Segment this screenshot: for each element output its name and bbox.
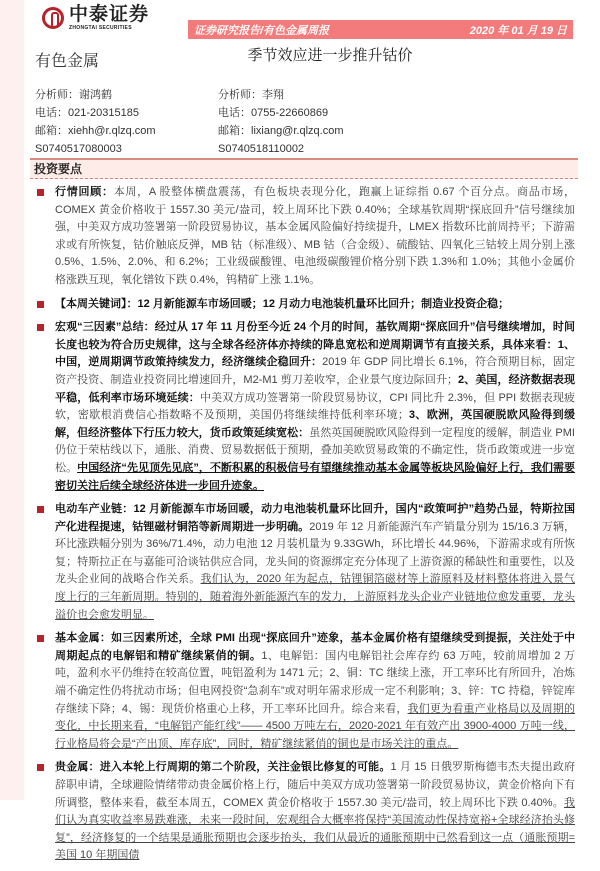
analyst-phone: 电话：0755-22660869 xyxy=(218,107,329,119)
investment-point xyxy=(35,630,575,753)
point-text-segment: 行情回顾： xyxy=(55,186,114,198)
square-bullet-icon xyxy=(37,301,44,308)
analyst-info-1 xyxy=(35,86,156,158)
square-bullet-icon xyxy=(37,189,44,196)
report-title: 季节效应进一步推升钴价 xyxy=(247,47,413,64)
point-text-segment: 2、美国，经济数据表现平稳，低利率市场环境延续： xyxy=(55,373,575,404)
analyst-cert: S0740517080003 xyxy=(35,143,122,155)
point-text-segment: 我们更为看重产业格局以及周期的变化，中长期来看，“电解铝产能红线”—— 4500 万吨左右，2020-2021 年有效产出 3900-4000 万吨一线，行业格局将会是“产出顶、库存底”，同时，精矿继续紧俏的铜也是市场关注的重点。 xyxy=(55,702,575,750)
sector-label: 有色金属 xyxy=(35,53,100,70)
square-bullet-icon xyxy=(37,324,44,331)
analyst-cert: S0740518110002 xyxy=(218,143,305,155)
logo-cn-text: 中泰证券 xyxy=(69,4,150,25)
point-text-segment: 贵金属：进入本轮上行周期的第二个阶段，关注金银比修复的可能。 xyxy=(55,761,391,774)
point-text-segment: 宏观“三因素”总结：经过从 17 年 11 月份至今近 24 个月的时间，基钦周期“探底回升”信号继续增加，时间长度也较为符合历史规律，这与全球各经济体亦持续的降息宽松和逆周期调节有直接关系，具体来看：1、中国，逆周期调节政策持续发力，经济继续企稳回升： xyxy=(55,321,575,369)
point-text-segment: 3、欧洲，英国硬脱欧风险得到缓解，但经济整体下行压力较大，货币政策延续宽松： xyxy=(55,409,575,439)
point-text-segment: 电动车产业链：12 月新能源车市场回暖，动力电池装机量环比回升，国内“政策呵护”趋势凸显，特斯拉国产化进程提速，钴锂磁材铜箔等新周期进一步明确。 xyxy=(55,503,575,533)
point-text-segment: 2019 年 12 月新能源汽车产销量分别为 15/16.3 万辆，环比涨跌幅分别为 36%/71.4%，动力电池 12 月装机量为 9.33GWh，环比增长 44.96%，下游需求或有所恢复；特斯拉正在与嘉能可洽谈钴供应合同，龙头间的资源绑定充分体现了上游资源的稀缺性和重要性，以及龙头企业间的战略合作关系。 xyxy=(55,520,576,586)
analyst-name: 分析师：李翔 xyxy=(218,89,284,101)
point-text-segment: 1 月 15 日俄罗斯梅德韦杰夫提出政府辞职申请，全球避险情绪带动贵金属价格上行，随后中美双方成功签署第一阶段贸易协议，黄金价格向下有所调整，整体来看，截至本周五，COMEX 黄金价格收于 1557.30 美元/盎司，较上周环比下跌 0.40%。 xyxy=(55,761,575,809)
investment-highlights-header: 投资要点 xyxy=(30,158,578,179)
point-text-segment: 本周，A 股整体横盘震荡，有色板块表现分化，跑赢上证综指 0.67 个百分点。商品市场，COMEX 黄金价格收于 1557.30 美元/盎司，较上周环比下跌 0.40%；全球基钦周期“探底回升”信号继续加强，中美双方成功签署第一阶段贸易协议，基本金属风险偏好持续提升，LMEX 指数环比前周持平；下游需求或有所恢复，钴价触底反弹，MB 钴（标准级）、MB 钴（合金级）、硫酸钴、四氧化三钴较上周分别上涨 0.5%、1.5%、2.0%、和 6.2%；工业级碳酸锂、电池级碳酸锂价格分别下跌 1.3%和 1.0%；其他小金属价格涨跌互现，氧化镨钕下跌 0.4%，钨精矿上涨 1.1%。 xyxy=(55,186,575,286)
investment-point xyxy=(35,501,575,624)
point-text-segment: 中国经济“先见顶先见底”，不断积累的积极信号有望继续推动基本金属等板块风险偏好上行，我们需要密切关注后续全球经济体进一步回升迹象。 xyxy=(55,461,576,492)
investment-point xyxy=(35,759,575,865)
report-banner xyxy=(188,20,573,39)
analyst-name: 分析师：谢鸿鹤 xyxy=(35,89,112,101)
logo-en-text: ZHONGTAI SECURITIES xyxy=(69,25,132,31)
point-text-segment: 2019 年 GDP 同比增长 6.1%，符合预期目标，固定资产投资、制造业投资同比增速回升，M2-M1 剪刀差收窄，企业景气度边际回升； xyxy=(55,356,576,386)
company-logo xyxy=(42,5,149,31)
analyst-info-2 xyxy=(218,86,343,158)
square-bullet-icon xyxy=(37,635,44,642)
investment-point xyxy=(35,296,575,314)
point-text-segment: 【本周关键词】：12 月新能源车市场回暖；12 月动力电池装机量环比回升；制造业投资企稳； xyxy=(55,297,510,310)
investment-point xyxy=(35,319,575,495)
point-text-segment: 1、电解铝：国内电解铝社会库存约 63 万吨，较前周增加 2 万吨，盈利水平仍维持在较高位置，吨铝盈利为 1471 元；2、铜：TC 继续上涨，开工率环比有所回升，冶炼端不确定性仍将扰动市场；但电网投资“急刹车”或对明年需求形成一定不利影响；3、锌：TC 持稳，锌锭库存继续下降；4、锡：现货价格重心上移，开工率环比回升。综合来看， xyxy=(55,649,576,715)
point-text-segment: 我们认为，2020 年为起点，钴锂铜箔磁材等上游原料及材料整体将进入景气度上行的三年新周期。特别的，随着海外新能源汽车的发力，上游原料龙头企业产业链地位愈发重要，龙头溢价也会愈发明显。 xyxy=(55,573,576,621)
report-type: 证券研究报告/有色金属周报 xyxy=(194,24,330,37)
investment-point xyxy=(35,184,575,290)
page-margin-strip xyxy=(0,0,24,800)
point-text-segment: 我们认为真实收益率易跌难涨，未来一段时间，宏观组合大概率将保持“美国流动性保持宽裕+全球经济抬头修复”，经济修复的一个结果是通胀预期也会逐步抬头，我们从最近的通胀预期中已然看到这一点（通胀预期=美国 10 年期国债 xyxy=(55,796,575,862)
point-text-segment: 中美双方成功签署第一阶段贸易协议，CPI 同比升 2.3%，但 PPI 数据表现疲软，密歇根消费信心指数略不及预期，美国仍将继续维持低利率环境； xyxy=(55,391,575,422)
analyst-email: 邮箱：lixiang@r.qlzq.com xyxy=(218,125,344,137)
square-bullet-icon xyxy=(37,764,44,771)
report-date: 2020 年 01 月 19 日 xyxy=(469,24,567,37)
analyst-phone: 电话：021-20315185 xyxy=(35,107,139,119)
square-bullet-icon xyxy=(37,506,44,513)
analyst-email: 邮箱：xiehh@r.qlzq.com xyxy=(35,125,156,137)
investment-points-list xyxy=(35,184,575,871)
logo-icon xyxy=(42,7,64,29)
point-text-segment: 虽然英国硬脱欧风险得到一定程度的缓解，制造业 PMI 仍位于荣枯线以下，通胀、消费、贸易数据低于预期，叠加美欧贸易政策的不确定性，货币政策或进一步宽松。 xyxy=(55,426,575,474)
point-text-segment: 基本金属：如三因素所述，全球 PMI 出现“探底回升”迹象，基本金属价格有望继续受到提振，关注处于中周期起点的电解铝和精矿继续紧俏的铜。 xyxy=(55,632,575,662)
